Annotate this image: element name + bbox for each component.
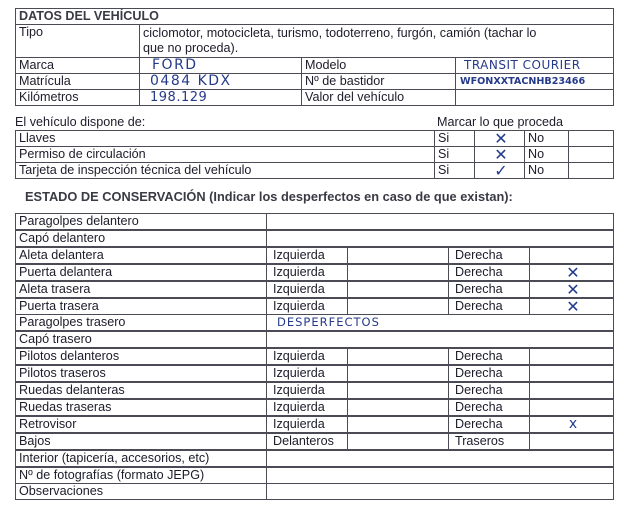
item-tarjeta-si-label: Si <box>434 162 475 179</box>
tipo-label: Tipo <box>15 24 140 58</box>
estado-row-8-left-label: Izquierda <box>266 348 348 365</box>
estado-row-7-value[interactable] <box>266 331 614 348</box>
estado-row-11-left-box[interactable] <box>347 399 449 416</box>
estado-row-9-mark[interactable] <box>529 365 614 382</box>
estado-row-10-label: Ruedas delanteras <box>15 382 267 399</box>
item-permiso-label: Permiso de circulación <box>15 146 435 163</box>
estado-row-12-left-box[interactable] <box>347 416 449 433</box>
estado-row-5-right-label: Derecha <box>448 298 530 315</box>
estado-row-5-left-box[interactable] <box>347 298 449 315</box>
estado-row-3-mark[interactable]: ✕ <box>529 264 614 281</box>
item-llaves-label: Llaves <box>15 130 435 147</box>
marca-value[interactable]: FORD <box>139 57 302 74</box>
estado-row-8-mark[interactable] <box>529 348 614 365</box>
estado-row-16-label: Observaciones <box>15 483 267 500</box>
estado-title: ESTADO DE CONSERVACIÓN (Indicar los desperfectos en caso de que existan): <box>25 189 513 204</box>
estado-row-4-label: Aleta trasera <box>15 281 267 298</box>
estado-row-6-label: Paragolpes trasero <box>15 314 267 331</box>
estado-row-12-mark[interactable]: x <box>529 416 614 433</box>
estado-row-12-right-label: Derecha <box>448 416 530 433</box>
matricula-label: Matrícula <box>15 73 140 90</box>
estado-row-13-left-label: Delanteros <box>266 433 348 450</box>
estado-row-5-mark[interactable]: ✕ <box>529 298 614 315</box>
estado-row-6-value[interactable]: DESPERFECTOS <box>266 314 614 331</box>
estado-row-10-mark[interactable] <box>529 382 614 399</box>
estado-row-11-left-label: Izquierda <box>266 399 348 416</box>
estado-row-7-label: Capó trasero <box>15 331 267 348</box>
estado-row-9-left-label: Izquierda <box>266 365 348 382</box>
item-tarjeta-mark[interactable]: ✓ <box>474 162 525 179</box>
estado-row-10-right-label: Derecha <box>448 382 530 399</box>
item-tarjeta-no-label: No <box>524 162 569 179</box>
estado-row-2-left-box[interactable] <box>347 247 449 264</box>
estado-row-5-left-label: Izquierda <box>266 298 348 315</box>
datos-title: DATOS DEL VEHÍCULO <box>15 8 614 25</box>
estado-row-9-label: Pilotos traseros <box>15 365 267 382</box>
estado-row-11-label: Ruedas traseras <box>15 399 267 416</box>
estado-row-4-left-label: Izquierda <box>266 281 348 298</box>
estado-row-8-right-label: Derecha <box>448 348 530 365</box>
estado-row-14-label: Interior (tapicería, accesorios, etc) <box>15 450 267 467</box>
item-llaves-mark[interactable]: ✕ <box>474 130 525 147</box>
estado-row-13-left-box[interactable] <box>347 433 449 450</box>
estado-row-15-value[interactable] <box>266 467 614 484</box>
tipo-options[interactable] <box>139 24 614 58</box>
estado-row-10-left-label: Izquierda <box>266 382 348 399</box>
item-permiso-no-box[interactable] <box>568 146 614 163</box>
estado-row-1-label: Capó delantero <box>15 230 267 247</box>
item-permiso-si-label: Si <box>434 146 475 163</box>
estado-row-12-label: Retrovisor <box>15 416 267 433</box>
valor-label: Valor del vehículo <box>301 89 456 106</box>
estado-row-10-left-box[interactable] <box>347 382 449 399</box>
estado-row-3-left-label: Izquierda <box>266 264 348 281</box>
estado-row-4-right-label: Derecha <box>448 281 530 298</box>
estado-row-1-value[interactable] <box>266 230 614 247</box>
estado-row-0-label: Paragolpes delantero <box>15 213 267 230</box>
estado-row-9-left-box[interactable] <box>347 365 449 382</box>
estado-row-8-left-box[interactable] <box>347 348 449 365</box>
estado-row-2-left-label: Izquierda <box>266 247 348 264</box>
item-permiso-no-label: No <box>524 146 569 163</box>
estado-row-0-value[interactable] <box>266 213 614 230</box>
estado-row-5-label: Puerta trasera <box>15 298 267 315</box>
estado-row-3-left-box[interactable] <box>347 264 449 281</box>
estado-row-16-value[interactable] <box>266 483 614 500</box>
estado-row-2-right-label: Derecha <box>448 247 530 264</box>
km-label: Kilómetros <box>15 89 140 106</box>
modelo-value[interactable]: TRANSIT COURIER <box>455 57 614 74</box>
estado-row-11-right-label: Derecha <box>448 399 530 416</box>
modelo-label: Modelo <box>301 57 456 74</box>
estado-row-14-value[interactable] <box>266 450 614 467</box>
item-llaves-si-label: Si <box>434 130 475 147</box>
estado-row-13-mark[interactable] <box>529 433 614 450</box>
estado-row-13-label: Bajos <box>15 433 267 450</box>
estado-row-15-label: Nº de fotografías (formato JEPG) <box>15 467 267 484</box>
estado-row-4-left-box[interactable] <box>347 281 449 298</box>
estado-row-11-mark[interactable] <box>529 399 614 416</box>
item-permiso-mark[interactable]: ✕ <box>474 146 525 163</box>
estado-row-13-right-label: Traseros <box>448 433 530 450</box>
item-llaves-no-box[interactable] <box>568 130 614 147</box>
bastidor-label: Nº de bastidor <box>301 73 456 90</box>
km-value[interactable]: 198.129 <box>139 89 302 106</box>
valor-value[interactable] <box>455 89 614 106</box>
item-tarjeta-label: Tarjeta de inspección técnica del vehículo <box>15 162 435 179</box>
estado-row-2-mark[interactable] <box>529 247 614 264</box>
tipo-options-line-1: ciclomotor, motocicleta, turismo, todoterreno, furgón, camión (tachar lo <box>143 26 537 40</box>
item-llaves-no-label: No <box>524 130 569 147</box>
estado-row-12-left-label: Izquierda <box>266 416 348 433</box>
bastidor-value[interactable]: WFONXXTACNHB23466 <box>455 73 614 90</box>
estado-row-3-right-label: Derecha <box>448 264 530 281</box>
estado-row-2-label: Aleta delantera <box>15 247 267 264</box>
estado-row-8-label: Pilotos delanteros <box>15 348 267 365</box>
estado-row-9-right-label: Derecha <box>448 365 530 382</box>
estado-row-3-label: Puerta delantera <box>15 264 267 281</box>
dispone-title: El vehículo dispone de: <box>15 115 146 129</box>
tipo-options-line-2: que no proceda). <box>143 41 239 55</box>
marcar-label: Marcar lo que proceda <box>437 115 564 129</box>
matricula-value[interactable]: 0484 KDX <box>139 73 302 90</box>
marca-label: Marca <box>15 57 140 74</box>
item-tarjeta-no-box[interactable] <box>568 162 614 179</box>
estado-row-4-mark[interactable]: ✕ <box>529 281 614 298</box>
